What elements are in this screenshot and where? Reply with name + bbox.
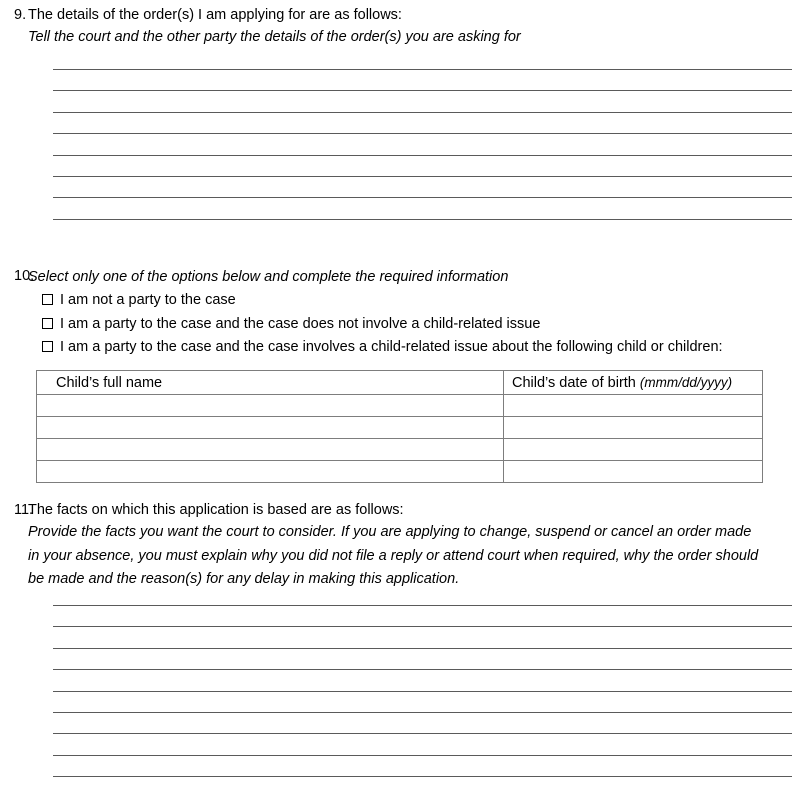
item-9-body xyxy=(28,5,800,49)
table-row xyxy=(37,395,763,417)
children-table-header-row xyxy=(37,371,763,395)
column-header-child-dob-format: (mmm/dd/yyyy) xyxy=(639,374,733,390)
answer-line[interactable] xyxy=(53,69,792,70)
answer-line[interactable] xyxy=(53,176,792,177)
answer-line[interactable] xyxy=(53,712,792,713)
table-row xyxy=(37,417,763,439)
cell-child-name[interactable] xyxy=(37,461,504,483)
item-10-number: 10. xyxy=(14,268,35,284)
item-9-heading-row xyxy=(0,5,800,49)
form-item-9 xyxy=(0,5,800,49)
answer-line[interactable] xyxy=(53,155,792,156)
table-row xyxy=(37,439,763,461)
cell-child-dob[interactable] xyxy=(504,461,763,483)
form-item-11 xyxy=(0,500,800,592)
item-11-body xyxy=(28,500,800,592)
answer-line[interactable] xyxy=(53,197,792,198)
item-11-answer-lines[interactable] xyxy=(53,605,792,777)
table-row xyxy=(37,461,763,483)
children-table-body xyxy=(37,395,763,483)
cell-child-dob[interactable] xyxy=(504,417,763,439)
item-11-number: 11. xyxy=(14,502,34,518)
option-row-3[interactable] xyxy=(42,336,723,360)
cell-child-name[interactable] xyxy=(37,439,504,461)
children-table xyxy=(36,370,763,483)
answer-line[interactable] xyxy=(53,133,792,134)
item-10-option-group xyxy=(42,289,723,360)
column-header-child-name-label: Child’s full name xyxy=(56,374,163,391)
children-table-head xyxy=(37,371,763,395)
item-11-lead-text: The facts on which this application is based are as follows: xyxy=(28,502,404,518)
option-row-1[interactable] xyxy=(42,289,723,313)
answer-line[interactable] xyxy=(53,733,792,734)
checkbox-icon[interactable] xyxy=(42,318,53,329)
answer-line[interactable] xyxy=(53,626,792,627)
answer-line[interactable] xyxy=(53,112,792,113)
option-label: I am a party to the case and the case involves a child-related issue about the following child or children: xyxy=(60,339,723,355)
item-9-number: 9. xyxy=(14,7,27,23)
option-label: I am not a party to the case xyxy=(60,292,236,308)
item-10-body xyxy=(28,266,800,289)
column-header-child-name xyxy=(37,371,504,395)
item-11-hint-text: Provide the facts you want the court to consider. If you are applying to change, suspend or cancel an order made in your absence, you must explain why you did not file a reply or attend court when required, why the order should be made and the reason(s) for any delay in making this application. xyxy=(28,524,759,587)
answer-line[interactable] xyxy=(53,669,792,670)
column-header-child-dob-label: Child’s date of birth xyxy=(512,374,636,391)
item-10-hint-text: Select only one of the options below and complete the required information xyxy=(28,269,509,285)
item-11-heading-row xyxy=(0,500,800,592)
cell-child-dob[interactable] xyxy=(504,439,763,461)
answer-line[interactable] xyxy=(53,776,792,777)
item-9-lead-text: The details of the order(s) I am applying for are as follows: xyxy=(28,7,402,23)
form-item-10 xyxy=(0,266,800,289)
checkbox-icon[interactable] xyxy=(42,294,53,305)
item-9-answer-lines[interactable] xyxy=(53,69,792,220)
answer-line[interactable] xyxy=(53,691,792,692)
option-label: I am a party to the case and the case does not involve a child-related issue xyxy=(60,315,541,332)
cell-child-dob[interactable] xyxy=(504,395,763,417)
checkbox-icon[interactable] xyxy=(42,341,53,352)
answer-line[interactable] xyxy=(53,755,792,756)
cell-child-name[interactable] xyxy=(37,417,504,439)
item-10-heading-row xyxy=(0,266,800,289)
answer-line[interactable] xyxy=(53,90,792,91)
cell-child-name[interactable] xyxy=(37,395,504,417)
column-header-child-dob xyxy=(504,371,763,395)
item-9-hint-text: Tell the court and the other party the details of the order(s) you are asking for xyxy=(28,29,521,45)
option-row-2[interactable] xyxy=(42,313,723,337)
answer-line[interactable] xyxy=(53,219,792,220)
answer-line[interactable] xyxy=(53,648,792,649)
answer-line[interactable] xyxy=(53,605,792,606)
